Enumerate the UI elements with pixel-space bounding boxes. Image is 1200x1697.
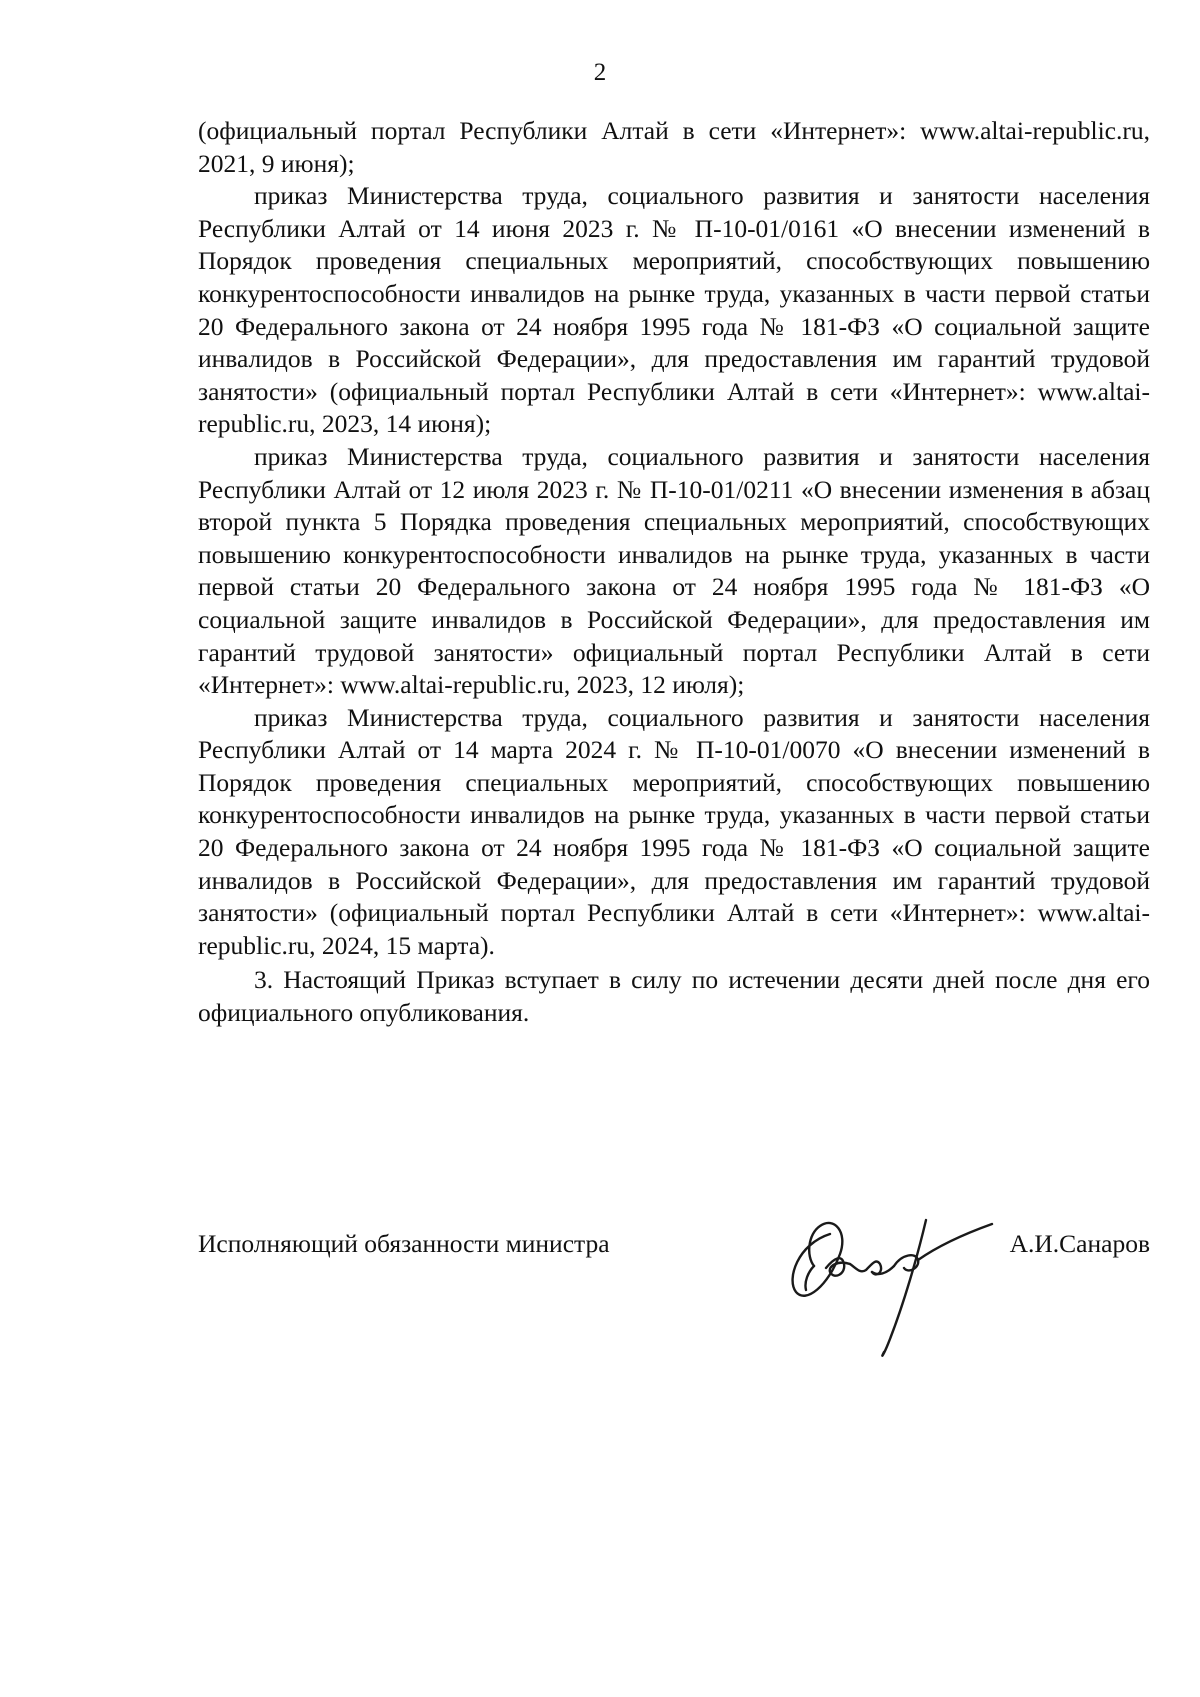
- paragraph-item-3: 3. Настоящий Приказ вступает в силу по истечении десяти дней после дня его официального опубликования.: [198, 965, 1150, 1028]
- signer-name: А.И.Санаров: [1009, 1229, 1150, 1258]
- paragraph-continuation: (официальный портал Республики Алтай в сети «Интернет»: www.altai-republic.ru, 2021, 9 июня);: [198, 116, 1150, 178]
- paragraph-order-2024-march: приказ Министерства труда, социального развития и занятости населения Республики Алтай от 14 марта 2024 г. № П-10-01/0070 «О внесении изменений в Порядок проведения специальных мероприятий, способствующих повышению конкурентоспособности инвалидов на рынке труда, указанных в части первой статьи 20 Федерального закона от 24 ноября 1995 года № 181-ФЗ «О социальной защите инвалидов в Российской Федерации», для предоставления им гарантий трудовой занятости» (официальный портал Республики Алтай в сети «Интернет»: www.altai-republic.ru, 2024, 15 марта).: [198, 702, 1150, 960]
- document-body: [198, 115, 1150, 1030]
- handwritten-signature: [768, 1194, 1008, 1369]
- paragraph-order-2023-july: приказ Министерства труда, социального развития и занятости населения Республики Алтай от 12 июля 2023 г. № П-10-01/0211 «О внесении изменения в абзац второй пункта 5 Порядка проведения специальных мероприятий, способствующих повышению конкурентоспособности инвалидов на рынке труда, указанных в части первой статьи 20 Федерального закона от 24 ноября 1995 года № 181-ФЗ «О социальной защите инвалидов в Российской Федерации», для предоставления им гарантий трудовой занятости» официальный портал Республики Алтай в сети «Интернет»: www.altai-republic.ru, 2023, 12 июля);: [198, 441, 1150, 700]
- paragraph-order-2023-june: приказ Министерства труда, социального развития и занятости населения Республики Алтай от 14 июня 2023 г. № П-10-01/0161 «О внесении изменений в Порядок проведения специальных мероприятий, способствующих повышению конкурентоспособности инвалидов на рынке труда, указанных в части первой статьи 20 Федерального закона от 24 ноября 1995 года № 181-ФЗ «О социальной защите инвалидов в Российской Федерации», для предоставления им гарантий трудовой занятости» (официальный портал Республики Алтай в сети «Интернет»: www.altai-republic.ru, 2023, 14 июня);: [198, 181, 1150, 439]
- signature-block: [198, 1208, 1150, 1378]
- page-number: 2: [593, 59, 607, 86]
- signer-title: Исполняющий обязанности министра: [198, 1229, 610, 1258]
